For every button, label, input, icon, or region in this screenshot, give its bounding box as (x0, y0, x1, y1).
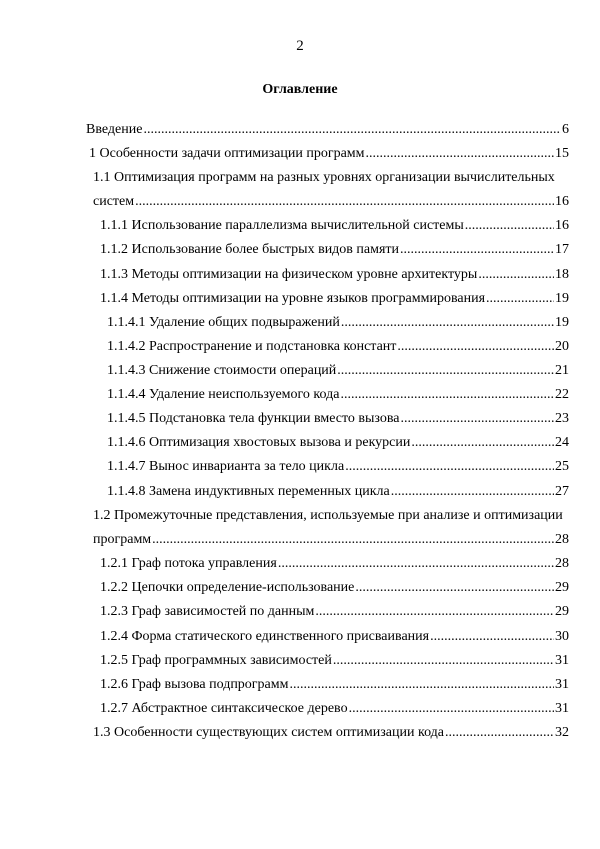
toc-entry-page: 31 (555, 677, 569, 692)
toc-entry-label: 1 Особенности задачи оптимизации программ (89, 146, 365, 161)
toc-entry-label: 1.2.2 Цепочки определение-использование (100, 580, 355, 595)
toc-entry-label: 1.2.6 Граф вызова подпрограмм (100, 677, 289, 692)
toc-entry-page: 28 (555, 532, 569, 547)
toc-entry[interactable] (100, 603, 569, 621)
toc-entry-label-line1[interactable]: 1.1 Оптимизация программ на разных уровнях организации вычислительных (93, 170, 555, 185)
toc-leader (478, 266, 554, 284)
toc-leader (355, 579, 554, 597)
toc-leader (278, 555, 554, 573)
toc-entry-label: 1.2.7 Абстрактное синтаксическое дерево (100, 701, 348, 716)
toc-entry[interactable] (86, 121, 569, 139)
toc-leader (143, 121, 561, 139)
toc-leader (135, 193, 554, 211)
toc-entry[interactable] (100, 217, 569, 235)
toc-entry-label: 1.2.5 Граф программных зависимостей (100, 653, 332, 668)
toc-entry-label: 1.2.4 Форма статического единственного присваивания (100, 629, 430, 644)
toc-entry-page: 16 (555, 194, 569, 209)
toc-entry-page: 15 (555, 146, 569, 161)
toc-entry-label: 1.1.3 Методы оптимизации на физическом уровне архитектуры (100, 267, 478, 282)
toc-entry-label: программ (93, 532, 152, 547)
toc-entry-page: 19 (555, 315, 569, 330)
toc-entry[interactable] (100, 676, 569, 694)
toc-entry-label: 1.1.4 Методы оптимизации на уровне языков программирования (100, 291, 486, 306)
toc-leader (337, 362, 554, 380)
toc-leader (345, 458, 554, 476)
toc-entry-label: 1.2.1 Граф потока управления (100, 556, 277, 571)
toc-entry[interactable] (100, 700, 569, 718)
toc-entry-page: 20 (555, 339, 569, 354)
toc-entry-label: Введение (86, 122, 143, 137)
toc-entry-page: 31 (555, 653, 569, 668)
toc-leader (289, 676, 554, 694)
toc-entry-page: 29 (555, 604, 569, 619)
toc-leader (401, 410, 554, 428)
toc-title: Оглавление (262, 82, 338, 97)
toc-entry[interactable] (107, 483, 569, 501)
toc-entry-page: 22 (555, 387, 569, 402)
toc-leader (391, 483, 554, 501)
toc-entry-page: 23 (555, 411, 569, 426)
toc-entry[interactable] (107, 434, 569, 452)
toc-entry-label: 1.1.2 Использование более быстрых видов памяти (100, 242, 400, 257)
toc-entry[interactable] (100, 628, 569, 646)
toc-entry-page: 17 (555, 242, 569, 257)
toc-leader (341, 314, 554, 332)
toc-leader (411, 434, 554, 452)
toc-entry-page: 25 (555, 459, 569, 474)
toc-entry[interactable] (100, 266, 569, 284)
toc-entry-page: 6 (562, 122, 569, 137)
toc-entry[interactable] (107, 386, 569, 404)
toc-entry[interactable] (107, 458, 569, 476)
toc-entry[interactable] (107, 338, 569, 356)
toc-entry-page: 16 (555, 218, 569, 233)
toc-entry[interactable] (100, 555, 569, 573)
toc-entry-page: 32 (555, 725, 569, 740)
toc-entry[interactable] (100, 652, 569, 670)
toc-entry[interactable] (107, 314, 569, 332)
toc-entry[interactable] (100, 290, 569, 308)
toc-entry-label: 1.1.4.6 Оптимизация хвостовых вызова и рекурсии (107, 435, 411, 450)
toc-entry-label: 1.2.3 Граф зависимостей по данным (100, 604, 315, 619)
toc-leader (366, 145, 554, 163)
toc-entry-page: 27 (555, 484, 569, 499)
toc-entry-page: 31 (555, 701, 569, 716)
toc-entry-page: 19 (555, 291, 569, 306)
toc-entry[interactable] (100, 241, 569, 259)
toc-leader (465, 217, 554, 235)
toc-entry[interactable] (107, 362, 569, 380)
toc-entry-label-line1[interactable]: 1.2 Промежуточные представления, используемые при анализе и оптимизации (93, 508, 563, 523)
toc-entry-label: 1.1.4.1 Удаление общих подвыражений (107, 315, 340, 330)
toc-entry-label: 1.1.4.4 Удаление неиспользуемого кода (107, 387, 340, 402)
toc-leader (333, 652, 554, 670)
toc-leader (486, 290, 554, 308)
toc-entry[interactable] (93, 724, 569, 742)
toc-entry[interactable] (93, 531, 569, 549)
toc-entry[interactable] (93, 193, 569, 211)
toc-leader (315, 603, 554, 621)
toc-leader (445, 724, 554, 742)
toc-entry-label: 1.1.4.2 Распространение и подстановка констант (107, 339, 397, 354)
toc-leader (430, 628, 554, 646)
toc-leader (340, 386, 554, 404)
toc-leader (397, 338, 554, 356)
toc-entry-page: 21 (555, 363, 569, 378)
toc-entry[interactable] (107, 410, 569, 428)
toc-leader (349, 700, 554, 718)
toc-entry-label: 1.1.4.8 Замена индуктивных переменных цикла (107, 484, 390, 499)
toc-entry-page: 28 (555, 556, 569, 571)
toc-entry-label: 1.3 Особенности существующих систем оптимизации кода (93, 725, 445, 740)
toc-entry-page: 24 (555, 435, 569, 450)
toc-entry-page: 18 (555, 267, 569, 282)
toc-leader (152, 531, 554, 549)
toc-entry-label: 1.1.4.3 Снижение стоимости операций (107, 363, 337, 378)
toc-entry-page: 30 (555, 629, 569, 644)
toc-leader (400, 241, 554, 259)
toc-entry-label: 1.1.4.7 Вынос инварианта за тело цикла (107, 459, 345, 474)
toc-entry[interactable] (89, 145, 569, 163)
toc-entry-label: систем (93, 194, 135, 209)
toc-entry-page: 29 (555, 580, 569, 595)
toc-entry-label: 1.1.4.5 Подстановка тела функции вместо вызова (107, 411, 400, 426)
toc-entry[interactable] (100, 579, 569, 597)
page-number: 2 (296, 38, 304, 54)
toc-entry-label: 1.1.1 Использование параллелизма вычислительной системы (100, 218, 464, 233)
